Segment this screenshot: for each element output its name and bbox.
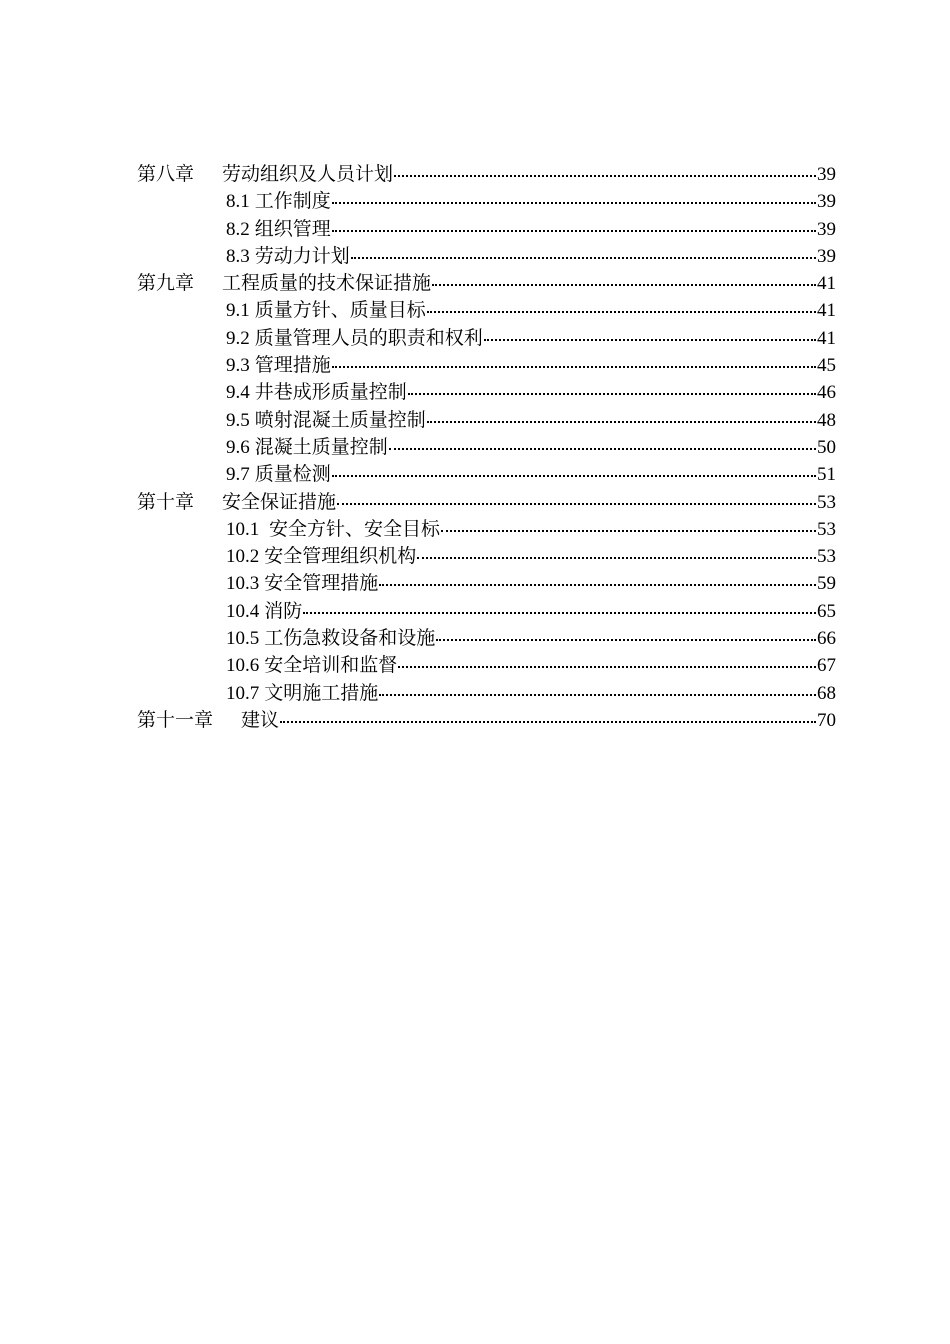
toc-entry-number: 9.5 [226, 409, 250, 431]
toc-entry-number: 10.3 [226, 573, 260, 595]
toc-dot-leader [436, 624, 816, 644]
toc-entry-title: 管理措施 [254, 355, 331, 377]
toc-entry-number: 第九章 [137, 273, 195, 295]
toc-entry-title: 安全管理组织机构 [264, 546, 417, 568]
toc-dot-leader [379, 679, 816, 699]
toc-entry-9-3[interactable] [0, 351, 950, 378]
toc-entry-title: 安全方针、安全目标 [264, 518, 441, 540]
toc-entry-page: 46 [817, 382, 836, 404]
toc-entry-title: 安全管理措施 [264, 573, 379, 595]
toc-entry-9-7[interactable] [0, 460, 950, 487]
toc-entry-chapter-10[interactable] [0, 488, 950, 515]
toc-entry-number: 8.2 [226, 218, 250, 240]
toc-entry-title: 混凝土质量控制 [254, 436, 388, 458]
toc-dot-leader [337, 488, 816, 508]
toc-entry-9-4[interactable] [0, 378, 950, 405]
toc-dot-leader [379, 569, 816, 589]
toc-entry-title: 井巷成形质量控制 [254, 382, 407, 404]
toc-entry-chapter-8[interactable] [0, 160, 950, 187]
toc-entry-number: 9.7 [226, 464, 250, 486]
toc-entry-9-2[interactable] [0, 324, 950, 351]
toc-dot-leader [389, 433, 816, 453]
toc-entry-page: 41 [817, 273, 836, 295]
toc-entry-page: 39 [817, 164, 836, 185]
toc-dot-leader [280, 706, 816, 726]
toc-entry-number: 9.4 [226, 382, 250, 404]
toc-entry-page: 53 [817, 518, 836, 540]
toc-entry-title: 安全保证措施 [222, 491, 337, 513]
toc-entry-title: 工伤急救设备和设施 [264, 628, 436, 650]
toc-dot-leader [332, 460, 816, 480]
toc-entry-page: 45 [817, 355, 836, 377]
toc-entry-title: 建议 [241, 709, 280, 731]
toc-entry-number: 8.3 [226, 245, 250, 267]
toc-entry-page: 51 [817, 464, 836, 486]
toc-dot-leader [427, 296, 816, 316]
toc-entry-page: 68 [817, 682, 836, 704]
toc-entry-page: 39 [817, 191, 836, 213]
toc-entry-8-3[interactable] [0, 242, 950, 269]
toc-entry-page: 39 [817, 218, 836, 240]
toc-entry-number: 10.4 [226, 600, 260, 622]
toc-entry-page: 65 [817, 600, 836, 622]
toc-entry-title: 质量管理人员的职责和权利 [254, 327, 483, 349]
toc-entry-number: 9.1 [226, 300, 250, 322]
toc-entry-8-1[interactable] [0, 187, 950, 214]
toc-entry-title: 劳动力计划 [254, 245, 350, 267]
toc-entry-10-7[interactable] [0, 679, 950, 706]
toc-entry-title: 劳动组织及人员计划 [222, 164, 394, 185]
toc-entry-title: 工程质量的技术保证措施 [222, 273, 432, 295]
toc-entry-10-4[interactable] [0, 597, 950, 624]
toc-entry-number: 9.6 [226, 436, 250, 458]
toc-entry-title: 质量检测 [254, 464, 331, 486]
toc-entry-chapter-11[interactable] [0, 706, 950, 733]
toc-dot-leader [417, 542, 816, 562]
toc-entry-page: 39 [817, 245, 836, 267]
toc-dot-leader [432, 269, 816, 289]
toc-entry-title: 质量方针、质量目标 [254, 300, 426, 322]
toc-entry-title: 消防 [264, 600, 303, 622]
toc-dot-leader [332, 215, 816, 235]
toc-entry-10-6[interactable] [0, 651, 950, 678]
toc-entry-number: 10.1 [226, 518, 260, 540]
toc-entry-title: 喷射混凝土质量控制 [254, 409, 426, 431]
toc-entry-10-1[interactable] [0, 515, 950, 542]
toc-dot-leader [351, 242, 816, 262]
toc-entry-page: 67 [817, 655, 836, 677]
toc-entry-page: 48 [817, 409, 836, 431]
toc-entry-page: 50 [817, 436, 836, 458]
toc-entry-page: 53 [817, 546, 836, 568]
toc-entry-number: 10.2 [226, 546, 260, 568]
toc-entry-page: 41 [817, 300, 836, 322]
toc-dot-leader [332, 187, 816, 207]
toc-entry-page: 53 [817, 491, 836, 513]
toc-entry-title: 组织管理 [254, 218, 331, 240]
toc-entry-9-1[interactable] [0, 296, 950, 323]
toc-dot-leader [441, 515, 816, 535]
toc-entry-number: 第十章 [137, 491, 195, 513]
toc-entry-10-3[interactable] [0, 569, 950, 596]
toc-entry-page: 41 [817, 327, 836, 349]
toc-dot-leader [408, 378, 816, 398]
toc-dot-leader [398, 651, 816, 671]
toc-entry-page: 59 [817, 573, 836, 595]
toc-dot-leader [484, 324, 816, 344]
toc-dot-leader [427, 406, 816, 426]
toc-entry-title: 安全培训和监督 [264, 655, 398, 677]
toc-entry-number: 第十一章 [137, 709, 214, 731]
toc-entry-number: 8.1 [226, 191, 250, 213]
toc-dot-leader [303, 597, 816, 617]
toc-entry-page: 66 [817, 628, 836, 650]
toc-entry-chapter-9[interactable] [0, 269, 950, 296]
toc-dot-leader [332, 351, 816, 371]
toc-entry-title: 文明施工措施 [264, 682, 379, 704]
toc-entry-page: 70 [817, 709, 836, 731]
toc-entry-number: 10.7 [226, 682, 260, 704]
toc-entry-number: 9.2 [226, 327, 250, 349]
toc-entry-number: 第八章 [137, 164, 195, 185]
toc-entry-10-2[interactable] [0, 542, 950, 569]
toc-entry-9-6[interactable] [0, 433, 950, 460]
toc-entry-8-2[interactable] [0, 215, 950, 242]
toc-entry-number: 10.5 [226, 628, 260, 650]
toc-entry-number: 10.6 [226, 655, 260, 677]
toc-entry-title: 工作制度 [254, 191, 331, 213]
toc-entry-9-5[interactable] [0, 406, 950, 433]
toc-dot-leader [394, 160, 816, 180]
toc-entry-number: 9.3 [226, 355, 250, 377]
toc-entry-10-5[interactable] [0, 624, 950, 651]
table-of-contents [0, 160, 950, 733]
